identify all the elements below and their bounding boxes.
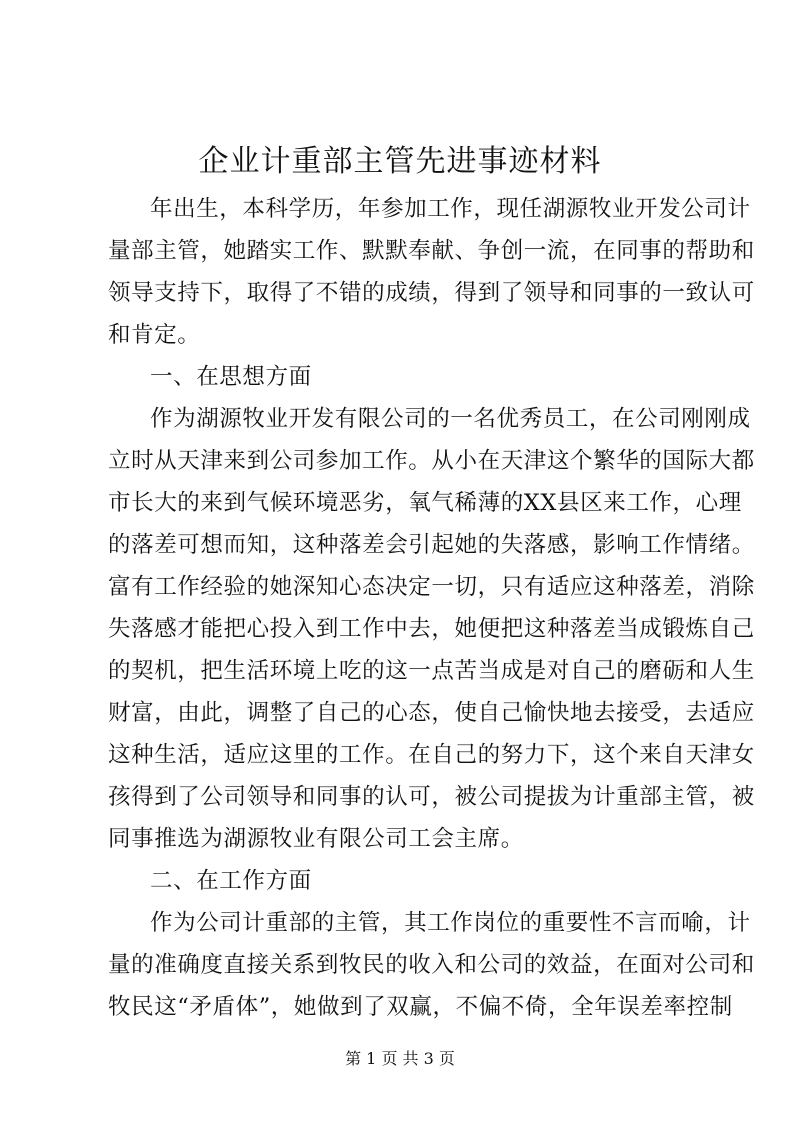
paragraph-line: 的契机，把生活环境上吃的这一点苦当成是对自己的磨砺和人生 bbox=[108, 658, 755, 684]
paragraph-line: 财富，由此，调整了自己的心态，使自己愉快地去接受，去适应 bbox=[108, 700, 755, 726]
paragraph-line: 作为公司计重部的主管，其工作岗位的重要性不言而喻，计 bbox=[150, 910, 751, 936]
paragraph-line: 作为湖源牧业开发有限公司的一名优秀员工，在公司刚刚成 bbox=[150, 406, 751, 432]
paragraph-line: 立时从天津来到公司参加工作。从小在天津这个繁华的国际大都 bbox=[108, 448, 755, 474]
paragraph-line: 牧民这“矛盾体”，她做到了双赢，不偏不倚，全年误差率控制 bbox=[108, 994, 733, 1020]
paragraph-line: 量部主管，她踏实工作、默默奉献、争创一流，在同事的帮助和 bbox=[108, 238, 755, 264]
section-heading: 二、在工作方面 bbox=[150, 868, 312, 894]
paragraph-line: 同事推选为湖源牧业有限公司工会主席。 bbox=[108, 826, 524, 852]
paragraph-line: 这种生活，适应这里的工作。在自己的努力下，这个来自天津女 bbox=[108, 742, 755, 768]
document-title: 企业计重部主管先进事迹材料 bbox=[198, 144, 602, 179]
paragraph-line: 市长大的来到气候环境恶劣，氧气稀薄的XX县区来工作，心理 bbox=[108, 490, 742, 516]
paragraph-line: 年出生，本科学历，年参加工作，现任湖源牧业开发公司计 bbox=[150, 196, 751, 222]
paragraph-line: 失落感才能把心投入到工作中去，她便把这种落差当成锻炼自己 bbox=[108, 616, 755, 642]
paragraph-line: 和肯定。 bbox=[108, 322, 201, 348]
paragraph-line: 领导支持下，取得了不错的成绩，得到了领导和同事的一致认可 bbox=[108, 280, 755, 306]
paragraph-line: 孩得到了公司领导和同事的认可，被公司提拔为计重部主管，被 bbox=[108, 784, 755, 810]
paragraph-line: 量的准确度直接关系到牧民的收入和公司的效益，在面对公司和 bbox=[108, 952, 755, 978]
page-number-footer: 第 1 页 共 3 页 bbox=[345, 1049, 455, 1068]
paragraph-line: 富有工作经验的她深知心态决定一切，只有适应这种落差，消除 bbox=[108, 574, 755, 600]
section-heading: 一、在思想方面 bbox=[150, 364, 312, 390]
paragraph-line: 的落差可想而知，这种落差会引起她的失落感，影响工作情绪。 bbox=[108, 532, 755, 558]
